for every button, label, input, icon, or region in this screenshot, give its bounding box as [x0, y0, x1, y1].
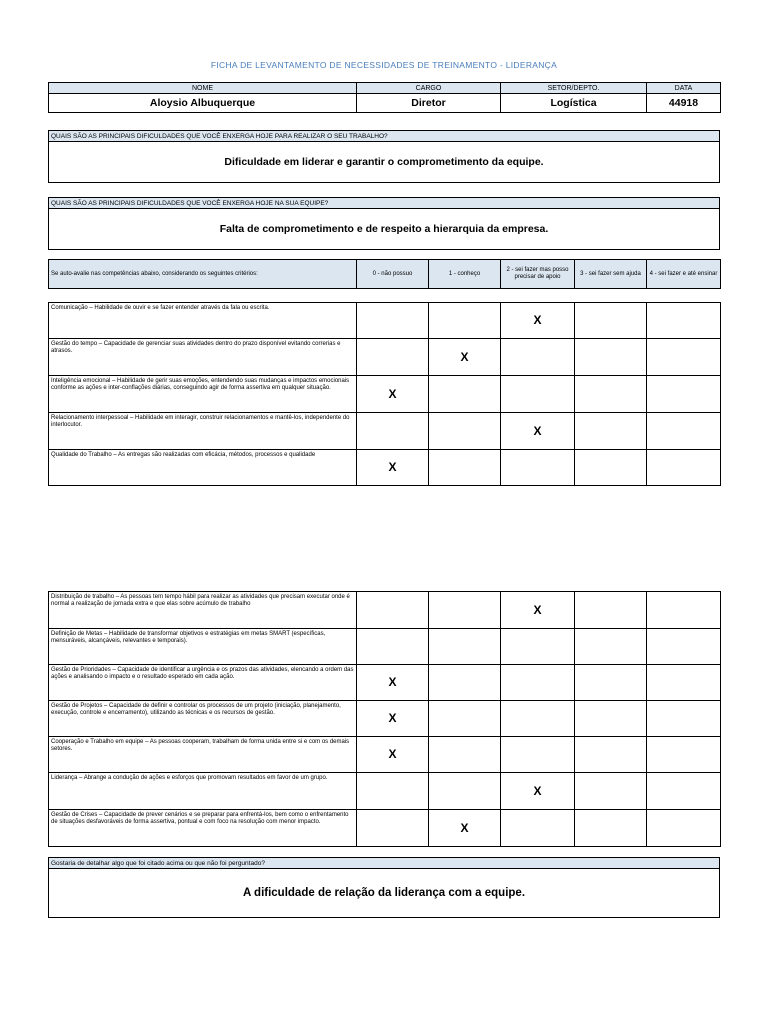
level-1-cell [429, 376, 501, 413]
level-4-cell [647, 773, 721, 810]
level-3-cell [575, 665, 647, 701]
competency-description: Comunicação – Habilidade de ouvir e se fazer entender através da fala ou escrita. [49, 303, 357, 339]
level-1-header: 1 - conheço [429, 260, 501, 289]
level-3-cell [575, 773, 647, 810]
level-4-cell [647, 450, 721, 486]
name-value: Aloysio Albuquerque [49, 94, 357, 113]
level-3-cell [575, 450, 647, 486]
competency-description: Gestão de Projetos – Capacidade de definir e controlar os processos de um projeto (iniciação, planejamento, execução, controle e encerramento), utilizando as técnicas e os recursos de gestão. [49, 701, 357, 737]
level-2-cell [501, 376, 575, 413]
competency-description: Gestão do tempo – Capacidade de gerenciar suas atividades dentro do prazo disponível evitando correrias e atrasos. [49, 339, 357, 376]
competency-row [49, 810, 721, 847]
level-2-cell [501, 810, 575, 847]
level-0-cell [357, 737, 429, 773]
competency-description: Gestão de Crises – Capacidade de prever cenários e se preparar para enfrentá-los, bem como o enfrentamento de situações desfavoráveis de forma assertiva, pontual e com foco na resolução com menor impacto. [49, 810, 357, 847]
criteria-prompt: Se auto-avalie nas competências abaixo, considerando os seguintes critérios: [49, 260, 357, 289]
level-1-cell [429, 810, 501, 847]
level-1-cell [429, 737, 501, 773]
level-2-cell [501, 339, 575, 376]
level-4-cell [647, 629, 721, 665]
competency-row [49, 450, 721, 486]
date-header: DATA [647, 83, 721, 94]
level-1-cell [429, 413, 501, 450]
level-4-cell [647, 665, 721, 701]
level-4-cell [647, 737, 721, 773]
name-header: NOME [49, 83, 357, 94]
competency-description: Definição de Metas – Habilidade de transformar objetivos e estratégias em metas SMART (específicas, mensuráveis, alcançáveis, relevantes e temporais). [49, 629, 357, 665]
level-2-cell [501, 450, 575, 486]
level-2-cell [501, 737, 575, 773]
level-1-cell [429, 773, 501, 810]
level-4-cell [647, 413, 721, 450]
date-value: 44918 [647, 94, 721, 113]
level-4-cell [647, 376, 721, 413]
level-0-cell [357, 629, 429, 665]
criteria-table [48, 259, 721, 289]
competency-row [49, 592, 721, 629]
selected-mark: X [388, 386, 397, 401]
selected-mark: X [460, 349, 469, 364]
level-3-cell [575, 629, 647, 665]
level-1-cell [429, 450, 501, 486]
level-0-cell [357, 773, 429, 810]
level-2-cell [501, 413, 575, 450]
level-2-cell [501, 665, 575, 701]
form-title: FICHA DE LEVANTAMENTO DE NECESSIDADES DE TREINAMENTO - LIDERANÇA [210, 60, 558, 70]
answer-1: Dificuldade em liderar e garantir o comprometimento da equipe. [49, 142, 720, 183]
level-3-cell [575, 376, 647, 413]
level-1-cell [429, 592, 501, 629]
level-3-cell [575, 592, 647, 629]
competency-row [49, 773, 721, 810]
level-1-cell [429, 629, 501, 665]
level-0-cell [357, 413, 429, 450]
selected-mark: X [460, 820, 469, 835]
question-1-table [48, 130, 720, 183]
level-3-cell [575, 413, 647, 450]
level-1-cell [429, 303, 501, 339]
competency-description: Inteligência emocional – Habilidade de gerir suas emoções, entendendo suas mudanças e impactos emocionais conforme as ações e inter-conflações diárias, conseguindo agir de forma assertiva em qualquer situação. [49, 376, 357, 413]
level-0-cell [357, 450, 429, 486]
answer-2: Falta de comprometimento e de respeito a hierarquia da empresa. [49, 209, 720, 250]
competency-row [49, 701, 721, 737]
question-1: QUAIS SÃO AS PRINCIPAIS DIFICULDADES QUE VOCÊ ENXERGA HOJE PARA REALIZAR O SEU TRABALHO? [49, 131, 720, 142]
role-value: Diretor [357, 94, 501, 113]
competency-description: Cooperação e Trabalho em equipe – As pessoas cooperam, trabalham de forma unida entre si e com os demais setores. [49, 737, 357, 773]
level-4-cell [647, 303, 721, 339]
level-0-header: 0 - não possuo [357, 260, 429, 289]
department-value: Logística [501, 94, 647, 113]
level-3-cell [575, 810, 647, 847]
selected-mark: X [533, 602, 542, 617]
competencies-table-1 [48, 302, 721, 486]
level-0-cell [357, 701, 429, 737]
selected-mark: X [388, 675, 397, 689]
question-3: Gostaria de detalhar algo que foi citado acima ou que não foi perguntado? [49, 858, 720, 869]
level-2-cell [501, 701, 575, 737]
question-2: QUAIS SÃO AS PRINCIPAIS DIFICULDADES QUE VOCÊ ENXERGA HOJE NA SUA EQUIPE? [49, 198, 720, 209]
competency-row [49, 629, 721, 665]
level-0-cell [357, 303, 429, 339]
level-2-header: 2 - sei fazer mas posso precisar de apoio [501, 260, 575, 289]
level-4-header: 4 - sei fazer e até ensinar [647, 260, 721, 289]
level-4-cell [647, 592, 721, 629]
question-2-table [48, 197, 720, 250]
competencies-table-2 [48, 591, 721, 847]
question-3-table [48, 857, 720, 918]
level-3-cell [575, 339, 647, 376]
selected-mark: X [533, 313, 542, 327]
competency-row [49, 413, 721, 450]
level-0-cell [357, 592, 429, 629]
selected-mark: X [533, 423, 542, 438]
selected-mark: X [388, 711, 397, 725]
level-3-header: 3 - sei fazer sem ajuda [575, 260, 647, 289]
level-1-cell [429, 665, 501, 701]
competency-row [49, 303, 721, 339]
department-header: SETOR/DEPTO. [501, 83, 647, 94]
level-0-cell [357, 665, 429, 701]
competency-description: Liderança – Abrange a condução de ações e esforços que promovam resultados em favor de um grupo. [49, 773, 357, 810]
info-table [48, 82, 721, 113]
competency-row [49, 339, 721, 376]
level-0-cell [357, 339, 429, 376]
level-2-cell [501, 629, 575, 665]
level-0-cell [357, 376, 429, 413]
level-4-cell [647, 339, 721, 376]
level-3-cell [575, 737, 647, 773]
selected-mark: X [388, 747, 397, 761]
level-2-cell [501, 592, 575, 629]
level-1-cell [429, 701, 501, 737]
selected-mark: X [533, 783, 542, 798]
selected-mark: X [388, 460, 397, 474]
competency-row [49, 665, 721, 701]
level-4-cell [647, 810, 721, 847]
competency-description: Qualidade do Trabalho – As entregas são realizadas com eficácia, métodos, processos e qualidade [49, 450, 357, 486]
level-2-cell [501, 303, 575, 339]
level-3-cell [575, 303, 647, 339]
competency-description: Distribuição de trabalho – As pessoas tem tempo hábil para realizar as atividades que precisam executar onde é normal a realização de jornada extra e que elas sobre acúmulo de trabalho [49, 592, 357, 629]
level-3-cell [575, 701, 647, 737]
competency-row [49, 737, 721, 773]
level-4-cell [647, 701, 721, 737]
competency-description: Gestão de Prioridades – Capacidade de identificar a urgência e os prazos das atividades, elencando a ordem das ações e analisando o impacto e o resultado esperado em cada ação. [49, 665, 357, 701]
role-header: CARGO [357, 83, 501, 94]
answer-3: A dificuldade de relação da liderança com a equipe. [49, 869, 720, 918]
level-1-cell [429, 339, 501, 376]
competency-description: Relacionamento interpessoal – Habilidade em interagir, construir relacionamentos e mantê-los, independente do interlocutor. [49, 413, 357, 450]
competency-row [49, 376, 721, 413]
level-0-cell [357, 810, 429, 847]
level-2-cell [501, 773, 575, 810]
